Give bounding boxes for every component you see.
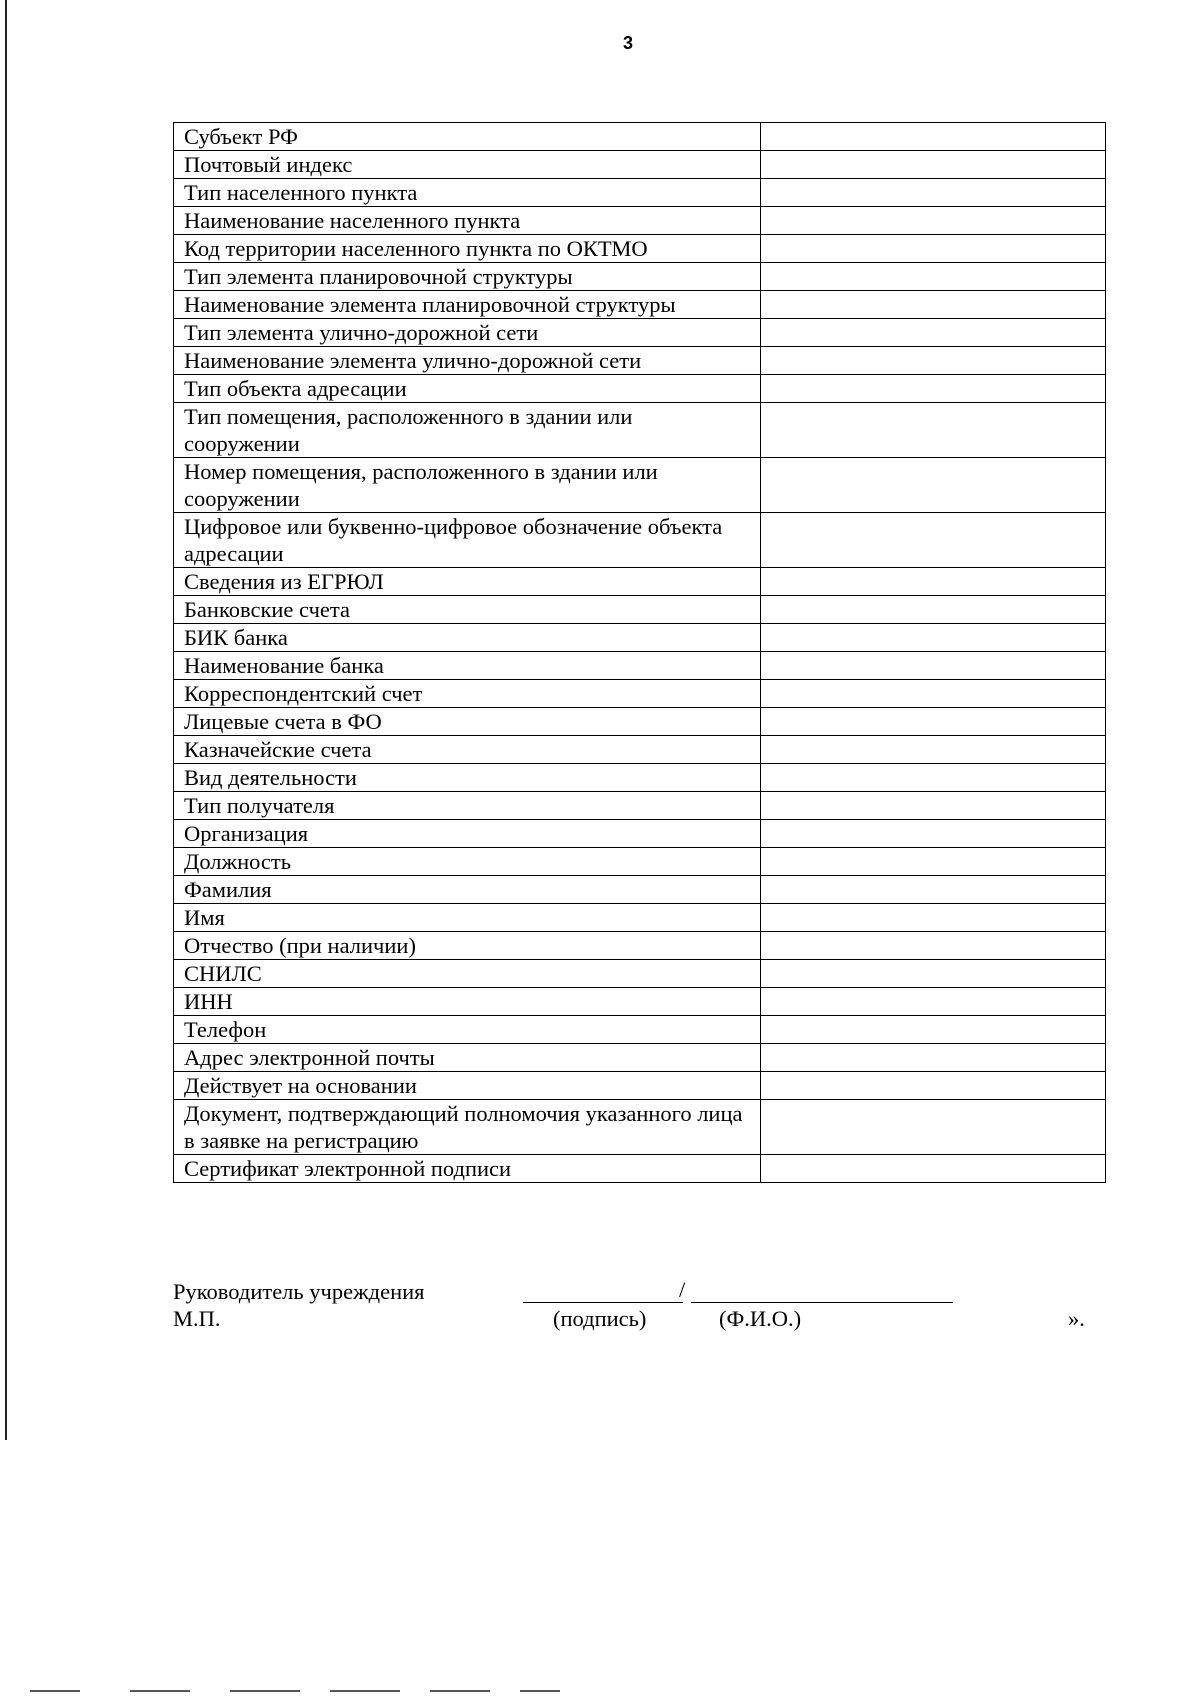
- field-label: Тип помещения, расположенного в здании или сооружении: [174, 403, 761, 458]
- field-value[interactable]: [760, 876, 1105, 904]
- field-value[interactable]: [760, 207, 1105, 235]
- field-value[interactable]: [760, 680, 1105, 708]
- field-label: Сертификат электронной подписи: [174, 1155, 761, 1183]
- scan-mark: [230, 1690, 300, 1692]
- field-label: Банковские счета: [174, 596, 761, 624]
- field-label: Тип элемента улично-дорожной сети: [174, 319, 761, 347]
- field-label: Тип элемента планировочной структуры: [174, 263, 761, 291]
- table-row: [174, 932, 1106, 960]
- table-row: [174, 235, 1106, 263]
- full-name-line[interactable]: [691, 1302, 953, 1303]
- field-label: Имя: [174, 904, 761, 932]
- table-row: [174, 988, 1106, 1016]
- field-label: Действует на основании: [174, 1072, 761, 1100]
- table-row: [174, 1155, 1106, 1183]
- field-value[interactable]: [760, 458, 1105, 513]
- field-label: Почтовый индекс: [174, 151, 761, 179]
- field-value[interactable]: [760, 1100, 1105, 1155]
- field-value[interactable]: [760, 988, 1105, 1016]
- field-value[interactable]: [760, 1072, 1105, 1100]
- field-value[interactable]: [760, 736, 1105, 764]
- field-value[interactable]: [760, 1155, 1105, 1183]
- field-value[interactable]: [760, 319, 1105, 347]
- field-label: ИНН: [174, 988, 761, 1016]
- table-row: [174, 904, 1106, 932]
- field-label: Субъект РФ: [174, 123, 761, 151]
- scan-mark: [430, 1690, 490, 1692]
- field-label: Код территории населенного пункта по ОКТМО: [174, 235, 761, 263]
- field-value[interactable]: [760, 347, 1105, 375]
- table-row: [174, 179, 1106, 207]
- signature-slash: /: [679, 1277, 686, 1302]
- scan-mark: [30, 1690, 80, 1692]
- field-label: Адрес электронной почты: [174, 1044, 761, 1072]
- field-label: Наименование элемента улично-дорожной сети: [174, 347, 761, 375]
- table-row: [174, 736, 1106, 764]
- field-value[interactable]: [760, 624, 1105, 652]
- table-row: [174, 1016, 1106, 1044]
- signature-line[interactable]: [523, 1302, 683, 1303]
- table-row: [174, 207, 1106, 235]
- signature-caption: (подпись): [553, 1306, 647, 1331]
- table-row: [174, 347, 1106, 375]
- field-label: Наименование банка: [174, 652, 761, 680]
- table-row: [174, 848, 1106, 876]
- table-row: [174, 458, 1106, 513]
- field-value[interactable]: [760, 652, 1105, 680]
- table-row: [174, 764, 1106, 792]
- field-value[interactable]: [760, 263, 1105, 291]
- table-row: [174, 123, 1106, 151]
- scan-footer-marks: [30, 1690, 590, 1694]
- field-value[interactable]: [760, 151, 1105, 179]
- field-value[interactable]: [760, 403, 1105, 458]
- field-value[interactable]: [760, 375, 1105, 403]
- field-label: СНИЛС: [174, 960, 761, 988]
- field-label: Документ, подтверждающий полномочия указанного лица в заявке на регистрацию: [174, 1100, 761, 1155]
- stamp-place-label: М.П.: [173, 1306, 221, 1331]
- scan-mark: [130, 1690, 190, 1692]
- field-label: Сведения из ЕГРЮЛ: [174, 568, 761, 596]
- field-value[interactable]: [760, 792, 1105, 820]
- field-label: Цифровое или буквенно-цифровое обозначение объекта адресации: [174, 513, 761, 568]
- scan-left-edge: [5, 0, 7, 1440]
- head-of-institution-label: Руководитель учреждения: [173, 1279, 425, 1304]
- field-value[interactable]: [760, 291, 1105, 319]
- field-label: Фамилия: [174, 876, 761, 904]
- field-value[interactable]: [760, 568, 1105, 596]
- field-value[interactable]: [760, 932, 1105, 960]
- field-label: Должность: [174, 848, 761, 876]
- scan-mark: [330, 1690, 400, 1692]
- field-label: Лицевые счета в ФО: [174, 708, 761, 736]
- scan-mark: [520, 1690, 560, 1692]
- field-value[interactable]: [760, 764, 1105, 792]
- field-label: Организация: [174, 820, 761, 848]
- table-row: [174, 291, 1106, 319]
- signature-block: [173, 1278, 1093, 1348]
- table-row: [174, 1072, 1106, 1100]
- field-value[interactable]: [760, 1016, 1105, 1044]
- registration-form-table: [173, 122, 1106, 1183]
- field-label: Номер помещения, расположенного в здании или сооружении: [174, 458, 761, 513]
- field-value[interactable]: [760, 235, 1105, 263]
- field-value[interactable]: [760, 848, 1105, 876]
- table-row: [174, 403, 1106, 458]
- field-value[interactable]: [760, 960, 1105, 988]
- table-row: [174, 263, 1106, 291]
- field-label: Казначейские счета: [174, 736, 761, 764]
- field-label: Телефон: [174, 1016, 761, 1044]
- table-row: [174, 876, 1106, 904]
- page-number: 3: [622, 33, 633, 53]
- field-value[interactable]: [760, 708, 1105, 736]
- table-row: [174, 820, 1106, 848]
- full-name-caption: (Ф.И.О.): [719, 1306, 802, 1331]
- field-label: Наименование элемента планировочной структуры: [174, 291, 761, 319]
- table-row: [174, 568, 1106, 596]
- field-label: БИК банка: [174, 624, 761, 652]
- field-value[interactable]: [760, 596, 1105, 624]
- field-value[interactable]: [760, 179, 1105, 207]
- table-row: [174, 1044, 1106, 1072]
- field-label: Тип объекта адресации: [174, 375, 761, 403]
- field-value[interactable]: [760, 904, 1105, 932]
- table-row: [174, 624, 1106, 652]
- field-label: Тип населенного пункта: [174, 179, 761, 207]
- field-label: Корреспондентский счет: [174, 680, 761, 708]
- field-label: Наименование населенного пункта: [174, 207, 761, 235]
- table-row: [174, 151, 1106, 179]
- table-row: [174, 375, 1106, 403]
- table-row: [174, 708, 1106, 736]
- field-value[interactable]: [760, 820, 1105, 848]
- table-row: [174, 319, 1106, 347]
- table-row: [174, 960, 1106, 988]
- field-label: Тип получателя: [174, 792, 761, 820]
- table-row: [174, 792, 1106, 820]
- table-row: [174, 596, 1106, 624]
- field-value[interactable]: [760, 1044, 1105, 1072]
- field-label: Отчество (при наличии): [174, 932, 761, 960]
- table-row: [174, 1100, 1106, 1155]
- table-row: [174, 513, 1106, 568]
- field-label: Вид деятельности: [174, 764, 761, 792]
- field-value[interactable]: [760, 513, 1105, 568]
- table-row: [174, 680, 1106, 708]
- table-row: [174, 652, 1106, 680]
- closing-quote: ».: [1068, 1306, 1085, 1331]
- field-value[interactable]: [760, 123, 1105, 151]
